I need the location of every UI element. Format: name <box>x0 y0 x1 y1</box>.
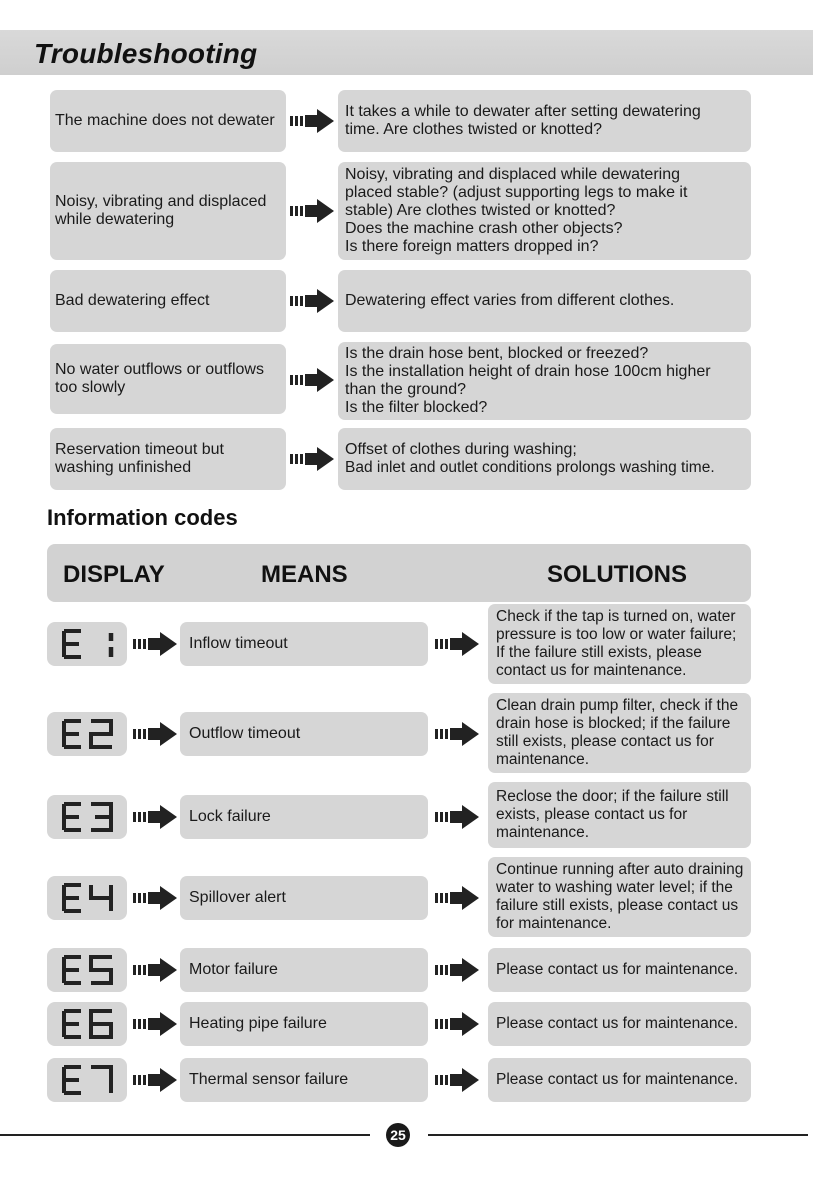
meaning-box <box>180 1002 428 1046</box>
problem-box <box>50 344 286 414</box>
arrow-right-icon <box>290 107 336 135</box>
solution-line: placed stable? (adjust supporting legs to make it <box>345 184 688 201</box>
problem-text: Noisy, vibrating and displaced while dewatering <box>55 193 267 228</box>
solution-box <box>488 693 751 773</box>
meaning-text: Outflow timeout <box>189 725 301 742</box>
section-title: Information codes <box>47 505 238 530</box>
problem-box <box>50 270 286 332</box>
solution-text: Please contact us for maintenance. <box>496 1071 739 1088</box>
solution-box <box>488 857 751 937</box>
solution-line: Bad inlet and outlet conditions prolongs washing time. <box>345 459 715 476</box>
solution-line: Is there foreign matters dropped in? <box>345 238 599 255</box>
solution-text: Check if the tap is turned on, water pressure is too low or water failure; If the failure still exists, please contact us for maintenance. <box>496 608 737 679</box>
problem-box <box>50 90 286 152</box>
code-display-e6 <box>47 1002 127 1046</box>
page-number: 25 <box>386 1123 410 1147</box>
solution-text: Clean drain pump filter, check if the drain hose is blocked; if the failure still exists, please contact us for maintenance. <box>496 697 739 768</box>
solution-box <box>338 90 751 152</box>
code-display-e3 <box>47 795 127 839</box>
seven-segment-e4 <box>59 881 119 915</box>
meaning-box <box>180 712 428 756</box>
arrow-right-icon <box>290 366 336 394</box>
solution-line: Is the drain hose bent, blocked or freezed? <box>345 345 649 362</box>
arrow-right-icon <box>435 884 481 912</box>
solution-line: It takes a while to dewater after setting dewatering <box>345 103 701 120</box>
seven-segment-e3 <box>59 800 119 834</box>
page-title: Troubleshooting <box>34 38 258 69</box>
code-display-e4 <box>47 876 127 920</box>
seven-segment-e5 <box>59 953 119 987</box>
arrow-right-icon <box>133 803 179 831</box>
solution-line: Offset of clothes during washing; <box>345 441 577 458</box>
solution-box <box>338 428 751 490</box>
solution-box <box>488 1002 751 1046</box>
problem-text: No water outflows or outflows too slowly <box>55 361 264 396</box>
problem-box <box>50 162 286 260</box>
problem-text: The machine does not dewater <box>55 112 275 129</box>
arrow-right-icon <box>435 1066 481 1094</box>
arrow-right-icon <box>435 956 481 984</box>
solution-text: Please contact us for maintenance. <box>496 1015 739 1032</box>
solution-line: Is the installation height of drain hose 100cm higher <box>345 363 711 380</box>
meaning-box <box>180 622 428 666</box>
arrow-right-icon <box>133 630 179 658</box>
arrow-right-icon <box>435 803 481 831</box>
arrow-right-icon <box>133 956 179 984</box>
code-display-e2 <box>47 712 127 756</box>
meaning-text: Inflow timeout <box>189 635 288 652</box>
solution-text: Please contact us for maintenance. <box>496 961 739 978</box>
meaning-box <box>180 1058 428 1102</box>
solution-line: Dewatering effect varies from different clothes. <box>345 292 675 309</box>
seven-segment-e7 <box>59 1063 119 1097</box>
arrow-right-icon <box>435 720 481 748</box>
solution-box <box>488 782 751 848</box>
seven-segment-e6 <box>59 1007 119 1041</box>
code-display-e7 <box>47 1058 127 1102</box>
solution-box <box>338 162 751 260</box>
solution-line: time. Are clothes twisted or knotted? <box>345 121 603 138</box>
seven-segment-e1 <box>59 627 119 661</box>
solution-line: than the ground? <box>345 381 466 398</box>
meaning-text: Motor failure <box>189 961 278 978</box>
meaning-text: Heating pipe failure <box>189 1015 327 1032</box>
arrow-right-icon <box>133 1010 179 1038</box>
solution-text: Reclose the door; if the failure still exists, please contact us for maintenance. <box>496 788 729 841</box>
meaning-text: Thermal sensor failure <box>189 1071 349 1088</box>
meaning-box <box>180 876 428 920</box>
arrow-right-icon <box>133 1066 179 1094</box>
solution-line: Is the filter blocked? <box>345 399 488 416</box>
meaning-text: Spillover alert <box>189 889 286 906</box>
arrow-right-icon <box>290 197 336 225</box>
codes-table-header <box>47 544 751 602</box>
problem-box <box>50 428 286 490</box>
code-display-e1 <box>47 622 127 666</box>
problem-text: Bad dewatering effect <box>55 292 210 309</box>
code-display-e5 <box>47 948 127 992</box>
col-means: MEANS <box>261 561 348 588</box>
solution-line: Noisy, vibrating and displaced while dewatering <box>345 166 680 183</box>
solution-line: Does the machine crash other objects? <box>345 220 623 237</box>
meaning-text: Lock failure <box>189 808 271 825</box>
problem-text: Reservation timeout but washing unfinished <box>55 441 224 476</box>
col-display: DISPLAY <box>63 561 165 588</box>
solution-box <box>488 948 751 992</box>
solution-box <box>338 342 751 420</box>
meaning-box <box>180 795 428 839</box>
arrow-right-icon <box>435 630 481 658</box>
arrow-right-icon <box>290 445 336 473</box>
footer-rule-right <box>428 1134 808 1136</box>
meaning-box <box>180 948 428 992</box>
arrow-right-icon <box>290 287 336 315</box>
col-solutions: SOLUTIONS <box>547 561 688 588</box>
solution-box <box>338 270 751 332</box>
solution-box <box>488 604 751 684</box>
footer-rule-left <box>0 1134 370 1136</box>
solution-box <box>488 1058 751 1102</box>
arrow-right-icon <box>133 720 179 748</box>
solution-line: stable) Are clothes twisted or knotted? <box>345 202 616 219</box>
seven-segment-e2 <box>59 717 119 751</box>
solution-text: Continue running after auto draining water to washing water level; if the failure still exists, please contact us for maintenance. <box>496 861 744 932</box>
arrow-right-icon <box>133 884 179 912</box>
arrow-right-icon <box>435 1010 481 1038</box>
